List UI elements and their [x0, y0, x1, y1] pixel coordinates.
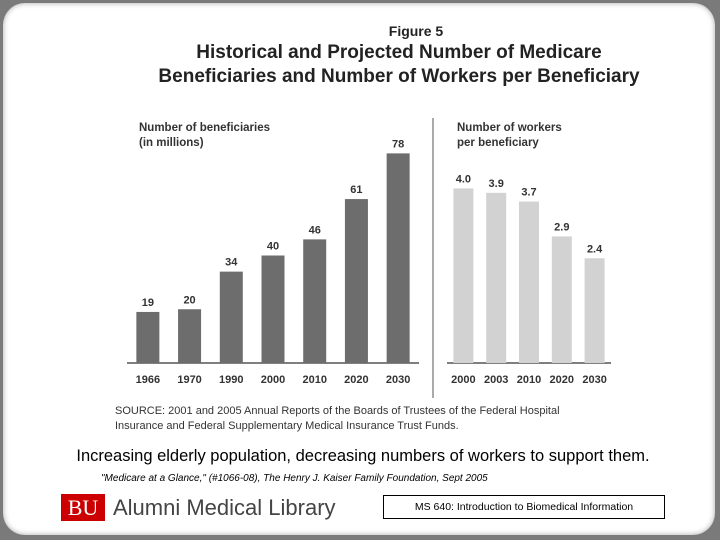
workers-chart: [447, 173, 611, 386]
workers-tick-label: 2020: [549, 374, 575, 386]
workers-tick-label: 2000: [451, 374, 476, 386]
workers-tick-label: 2003: [483, 374, 509, 386]
beneficiaries-tick-label: 2020: [344, 374, 369, 386]
beneficiaries-tick-label: 2000: [260, 374, 286, 386]
left-chart-label-line2: (in millions): [139, 137, 204, 149]
workers-tick-label: 2010: [516, 374, 542, 386]
beneficiaries-chart: [127, 138, 419, 386]
beneficiaries-bar-1966: [136, 312, 159, 363]
workers-bar-2020: [552, 236, 572, 363]
figure-title-line2: Beneficiaries and Number of Workers per Beneficiary: [158, 66, 640, 87]
workers-value-label: 3.7: [521, 186, 537, 199]
beneficiaries-value-label: 46: [308, 224, 321, 237]
citation: "Medicare at a Glance," (#1066-08), The Henry J. Kaiser Family Foundation, Sept 2005: [101, 473, 488, 484]
workers-bar-2010: [519, 202, 539, 363]
beneficiaries-value-label: 61: [350, 184, 363, 197]
beneficiaries-value-label: 20: [183, 294, 196, 307]
beneficiaries-bar-2010: [303, 239, 326, 363]
workers-bar-2003: [486, 193, 506, 363]
source-line2: Insurance and Federal Supplementary Medical Insurance Trust Funds.: [115, 420, 459, 432]
workers-value-label: 3.9: [488, 177, 504, 190]
beneficiaries-bar-2020: [345, 199, 368, 363]
beneficiaries-value-label: 19: [141, 296, 154, 309]
course-label: MS 640: Introduction to Biomedical Information: [383, 495, 665, 519]
workers-bar-2030: [585, 258, 605, 363]
right-chart-label-line1: Number of workers: [457, 122, 562, 134]
beneficiaries-tick-label: 2010: [302, 374, 327, 386]
beneficiaries-value-label: 34: [225, 256, 238, 269]
workers-bar-2000: [453, 188, 473, 363]
charts-svg: [99, 13, 649, 440]
library-name: Alumni Medical Library: [113, 495, 336, 520]
workers-value-label: 4.0: [455, 173, 472, 186]
beneficiaries-bar-1990: [220, 272, 243, 363]
slide: [3, 3, 715, 535]
source-note: [115, 404, 645, 434]
source-line1: SOURCE: 2001 and 2005 Annual Reports of the Boards of Trustees of the Federal Hospital: [115, 405, 560, 417]
beneficiaries-tick-label: 2030: [385, 374, 411, 386]
workers-value-label: 2.9: [554, 221, 570, 234]
beneficiaries-bar-2030: [387, 153, 410, 363]
bu-logo: BU: [61, 494, 105, 521]
beneficiaries-tick-label: 1970: [177, 374, 202, 386]
beneficiaries-value-label: 40: [266, 240, 280, 253]
beneficiaries-bar-1970: [178, 309, 201, 363]
beneficiaries-value-label: 78: [392, 138, 405, 151]
workers-value-label: 2.4: [586, 243, 603, 256]
figure-label: Figure 5: [388, 23, 444, 39]
beneficiaries-bar-2000: [262, 256, 285, 364]
beneficiaries-tick-label: 1966: [135, 374, 161, 386]
figure-panel: [99, 13, 649, 440]
left-chart-label-line1: Number of beneficiaries: [139, 122, 271, 134]
workers-tick-label: 2030: [582, 374, 607, 386]
beneficiaries-tick-label: 1990: [219, 374, 244, 386]
slide-caption: Increasing elderly population, decreasing numbers of workers to support them.: [76, 447, 650, 465]
right-chart-label-line2: per beneficiary: [457, 137, 539, 149]
figure-title-line1: Historical and Projected Number of Medicare: [196, 42, 602, 63]
